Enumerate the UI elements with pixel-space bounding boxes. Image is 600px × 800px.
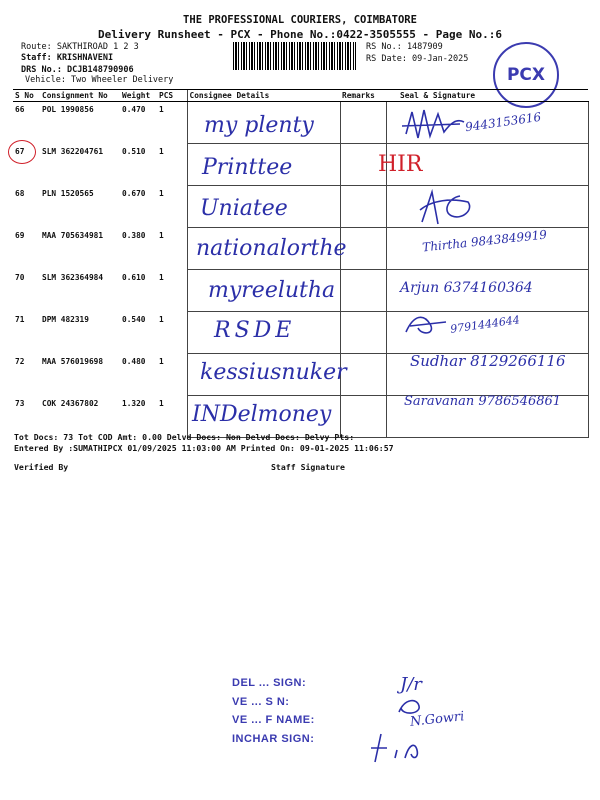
row-pcs: 1 — [159, 188, 164, 198]
row-remarks — [340, 228, 386, 270]
delivery-sign-value: J/r — [400, 674, 422, 695]
row-weight: 0.610 — [122, 272, 146, 282]
row-sno: 66 — [15, 105, 25, 114]
row-consignment: DPM 482319 — [42, 314, 89, 324]
verifier-name-value: N.Gowri — [409, 709, 466, 730]
row-sno: 70 — [15, 272, 25, 282]
row-pcs: 1 — [159, 398, 164, 408]
row-consignment: PLN 1520565 — [42, 188, 94, 198]
row-sno: 69 — [15, 230, 25, 240]
row-weight: 0.380 — [122, 230, 146, 240]
row-pcs: 1 — [159, 105, 164, 114]
verified-by-label: Verified By — [14, 462, 69, 472]
row-weight: 0.510 — [122, 146, 146, 156]
row-sno: 73 — [15, 398, 25, 408]
row-weight: 0.540 — [122, 314, 146, 324]
row-pcs: 1 — [159, 314, 164, 324]
col-consignee: Consignee Details — [187, 90, 340, 102]
row-sno: 68 — [15, 188, 25, 198]
handwritten-consignee: my plenty — [204, 113, 314, 138]
incharge-sign-label: INCHAR SIGN: — [232, 733, 315, 745]
handwritten-consignee: nationalorthe — [196, 236, 347, 261]
rs-date: RS Date: 09-Jan-2025 — [366, 54, 469, 64]
runsheet-table — [13, 89, 589, 438]
row-pcs: 1 — [159, 272, 164, 282]
col-sno: S No — [13, 90, 40, 102]
row-consignment: MAA 705634981 — [42, 230, 104, 240]
route-label: Route: SAKTHIROAD 1 2 3 — [21, 42, 139, 52]
row-weight: 0.670 — [122, 188, 146, 198]
handwritten-signature: Sudhar 8129266116 — [410, 352, 566, 370]
circle-mark — [8, 140, 36, 164]
row-weight: 0.480 — [122, 356, 146, 366]
row-sno: 67 — [15, 146, 25, 156]
pcx-stamp: PCX — [493, 42, 559, 108]
entered-by-line: Entered By :SUMATHIPCX 01/09/2025 11:03:00 AM Printed On: 09-01-2025 11:06:57 — [14, 443, 394, 453]
handwritten-signature: Arjun 6374160364 — [400, 280, 533, 296]
signature-scribble-icon — [412, 186, 482, 230]
company-title: THE PROFESSIONAL COURIERS, COIMBATORE — [183, 14, 417, 26]
col-weight: Weight — [120, 90, 157, 102]
row-remarks — [340, 312, 386, 354]
row-weight: 0.470 — [122, 105, 146, 114]
rs-number: RS No.: 1487909 — [366, 42, 443, 52]
staff-label: Staff: KRISHNAVENI — [21, 53, 114, 63]
row-weight: 1.320 — [122, 398, 146, 408]
row-pcs: 1 — [159, 356, 164, 366]
col-signature: Seal & Signature — [386, 90, 588, 102]
vehicle-label: Vehicle: Two Wheeler Delivery — [25, 75, 174, 85]
row-remarks — [340, 186, 386, 228]
row-pcs: 1 — [159, 230, 164, 240]
row-remarks — [340, 270, 386, 312]
verifier-name-label: VE ... F NAME: — [232, 714, 315, 726]
row-sno: 71 — [15, 314, 25, 324]
row-pcs: 1 — [159, 146, 164, 156]
signature-scribble-icon — [402, 310, 450, 340]
col-remarks: Remarks — [340, 90, 386, 102]
row-consignment: SLM 362204761 — [42, 146, 104, 156]
col-consignment: Consignment No — [40, 90, 120, 102]
staff-signature-label: Staff Signature — [271, 462, 345, 472]
runsheet-subtitle: Delivery Runsheet - PCX - Phone No.:0422-3505555 - Page No.:6 — [98, 28, 502, 41]
handwritten-remark: HIR — [378, 152, 423, 177]
handwritten-signature: Saravanan 9786546861 — [404, 394, 562, 409]
row-consignment: POL 1990856 — [42, 105, 94, 114]
barcode — [233, 42, 356, 70]
handwritten-consignee: RSDE — [214, 318, 296, 343]
delivery-sign-label: DEL ... SIGN: — [232, 677, 307, 689]
handwritten-phone: 9443153616 — [464, 109, 542, 135]
handwritten-phone: 9791444644 — [449, 313, 521, 336]
row-consignment: MAA 576019698 — [42, 356, 104, 366]
signature-scribble-icon — [365, 728, 435, 768]
drs-number: DRS No.: DCJB148790906 — [21, 65, 134, 75]
table-header — [13, 90, 588, 102]
handwritten-consignee: INDelmoney — [192, 402, 332, 427]
col-pcs: PCS — [157, 90, 187, 102]
signature-scribble-icon — [398, 104, 468, 148]
handwritten-consignee: Printtee — [202, 155, 293, 180]
verifier-sign-label: VE ... S N: — [232, 696, 290, 708]
handwritten-consignee: kessiusnuker — [200, 360, 347, 385]
handwritten-signature: Thirtha 9843849919 — [421, 227, 548, 255]
row-consignment: COK 24367802 — [42, 398, 99, 408]
table-row — [13, 144, 588, 186]
handwritten-consignee: Uniatee — [200, 196, 288, 221]
handwritten-consignee: myreelutha — [208, 278, 336, 303]
totals-line: Tot Docs: 73 Tot COD Amt: 0.00 Delvd Docs: Non Delvd Docs: Delvy Pts: — [14, 432, 355, 442]
row-consignment: SLM 362364984 — [42, 272, 104, 282]
row-remarks — [340, 102, 386, 144]
row-sno: 72 — [15, 356, 25, 366]
table-row — [13, 186, 588, 228]
